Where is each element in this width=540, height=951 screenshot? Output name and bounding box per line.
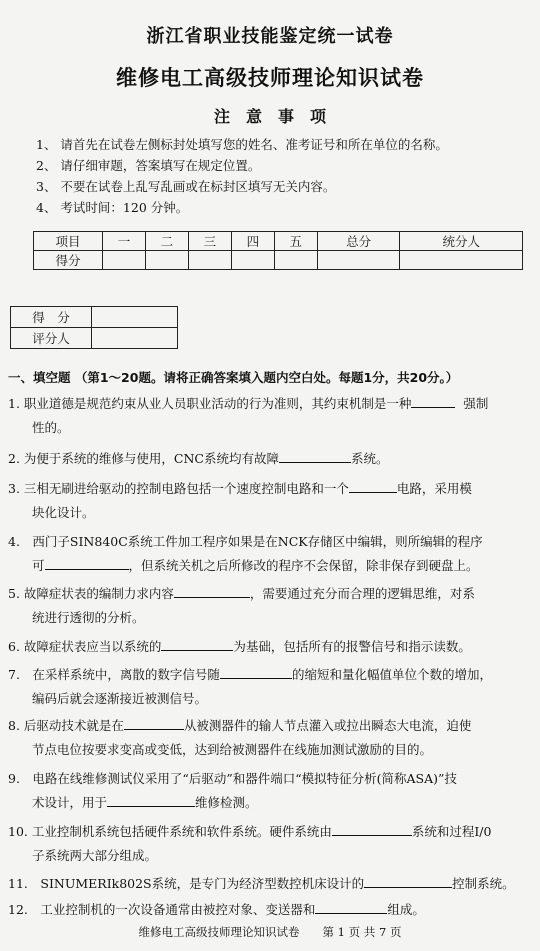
table-header-cell: 项目 [34, 232, 103, 251]
score-cell[interactable] [188, 251, 231, 270]
question-text: 7. 在采样系统中，离散的数字信号随 [8, 667, 220, 682]
question-text: 组成。 [387, 902, 425, 917]
question-text: 性的。 [32, 420, 70, 435]
score-cell[interactable] [400, 251, 523, 270]
question-text: 控制系统。 [452, 876, 515, 891]
question-text: 的缩短和量化幅值单位个数的增加， [291, 667, 492, 682]
question-text: 块化设计。 [32, 505, 95, 520]
question-text: 1. 职业道德是规范约束从业人员职业活动的行为准则，其约束机制是一种 [8, 396, 412, 411]
question-item [8, 820, 528, 868]
table-header-cell: 统分人 [400, 232, 523, 251]
score-row-label: 得分 [34, 251, 103, 270]
question-text: 9. 电路在线维修测试仪采用了“后驱动”和器件端口“模拟特征分析(简称ASA)”技 [8, 771, 457, 786]
score-summary-table [33, 231, 523, 270]
table-header-cell: 三 [188, 232, 231, 251]
notice-list [36, 134, 516, 218]
exam-subtitle: 维修电工高级技师理论知识试卷 [116, 66, 424, 90]
table-header-cell: 五 [274, 232, 317, 251]
grader-cell[interactable] [92, 328, 178, 349]
question-text: 术设计，用于 [32, 795, 108, 810]
answer-blank[interactable] [349, 480, 397, 493]
answer-blank[interactable] [107, 794, 195, 807]
notice-heading: 注 意 事 项 [213, 107, 326, 126]
question-text: ，需要通过充分而合理的逻辑思维，对系 [249, 586, 475, 601]
question-text: 12. 工业控制机的一次设备通常由被控对象、变送器和 [8, 902, 316, 917]
table-row [11, 307, 178, 328]
answer-blank[interactable] [411, 395, 455, 408]
question-item [8, 392, 528, 440]
question-text: 系统。 [350, 451, 389, 466]
grader-label: 评分人 [11, 328, 92, 349]
question-text: 5. 故障症状表的编制力求内容 [8, 586, 174, 601]
question-text: 10. 工业控制机系统包括硬件系统和软件系统。硬件系统由 [8, 824, 332, 839]
table-header-cell: 二 [145, 232, 188, 251]
question-item [8, 714, 528, 762]
question-text: 2. 为便于系统的维修与使用，CNC系统均有故障 [8, 451, 279, 466]
question-item [8, 767, 528, 815]
score-cell[interactable] [103, 251, 146, 270]
question-text: 可 [32, 558, 45, 573]
question-text: 统进行透彻的分析。 [32, 610, 145, 625]
question-text: 从被测器件的输人节点灌入或拉出瞬态大电流，迫使 [183, 718, 472, 733]
question-text: 节点电位按要求变高或变低，达到给被测器件在线施加测试激励的目的。 [32, 742, 433, 757]
answer-blank[interactable] [364, 875, 452, 888]
question-text: 8. 后驱动技术就是在 [8, 718, 124, 733]
question-text: 子系统两大部分组成。 [32, 848, 158, 863]
question-text: 维修检测。 [195, 795, 258, 810]
question-item [8, 530, 528, 578]
question-text: 6. 故障症状表应当以系统的 [8, 639, 162, 654]
answer-blank[interactable] [220, 666, 292, 679]
score-cell[interactable] [92, 307, 178, 328]
question-text: 强制 [463, 396, 489, 411]
question-item [8, 872, 528, 896]
answer-blank[interactable] [174, 585, 250, 598]
question-item [8, 663, 528, 711]
question-item [8, 635, 528, 659]
answer-blank[interactable] [332, 823, 412, 836]
score-label: 得 分 [11, 307, 92, 328]
score-cell[interactable] [317, 251, 400, 270]
table-row [11, 328, 178, 349]
section-grader-table [10, 306, 178, 349]
answer-blank[interactable] [45, 557, 129, 570]
question-text: 编码后就会逐渐接近被测信号。 [32, 691, 208, 706]
page-footer: 维修电工高级技师理论知识试卷 第 1 页 共 7 页 [138, 925, 402, 939]
notice-item: 4、 考试时间：120 分钟。 [36, 200, 189, 215]
notice-item: 2、 请仔细审题，答案填写在规定位置。 [36, 158, 261, 173]
score-cell[interactable] [274, 251, 317, 270]
section-title: 一、填空题 （第1～20题。请将正确答案填入题内空白处。每题1分，共20分。） [8, 370, 459, 385]
question-item [8, 898, 528, 922]
answer-blank[interactable] [161, 638, 233, 651]
question-item [8, 582, 528, 630]
notice-item: 3、 不要在试卷上乱写乱画或在标封区填写无关内容。 [36, 179, 336, 194]
table-header-cell: 一 [103, 232, 146, 251]
question-text: 4. 西门子SIN840C系统工件加工程序如果是在NCK存储区中编辑，则所编辑的程序 [8, 534, 483, 549]
answer-blank[interactable] [315, 901, 387, 914]
question-item [8, 477, 528, 525]
answer-blank[interactable] [124, 717, 184, 730]
table-row [34, 251, 523, 270]
question-text: 系统和过程I/0 [411, 824, 492, 839]
question-text: 3. 三相无刷进给驱动的控制电路包括一个速度控制电路和一个 [8, 481, 349, 496]
score-cell[interactable] [145, 251, 188, 270]
table-row [34, 232, 523, 251]
answer-blank[interactable] [279, 450, 351, 463]
table-header-cell: 总分 [317, 232, 400, 251]
question-text: 电路，采用模 [396, 481, 472, 496]
question-text: 11. SINUMERIk802S系统，是专门为经济型数控机床设计的 [8, 876, 365, 891]
table-header-cell: 四 [231, 232, 274, 251]
exam-title: 浙江省职业技能鉴定统一试卷 [146, 26, 394, 47]
score-cell[interactable] [231, 251, 274, 270]
question-item [8, 447, 528, 471]
question-text: ，但系统关机之后所修改的程序不会保留，除非保存到硬盘上。 [128, 558, 479, 573]
notice-item: 1、 请首先在试卷左侧标封处填写您的姓名、准考证号和所在单位的名称。 [36, 137, 448, 152]
question-text: 为基础，包括所有的报警信号和指示读数。 [233, 639, 471, 654]
